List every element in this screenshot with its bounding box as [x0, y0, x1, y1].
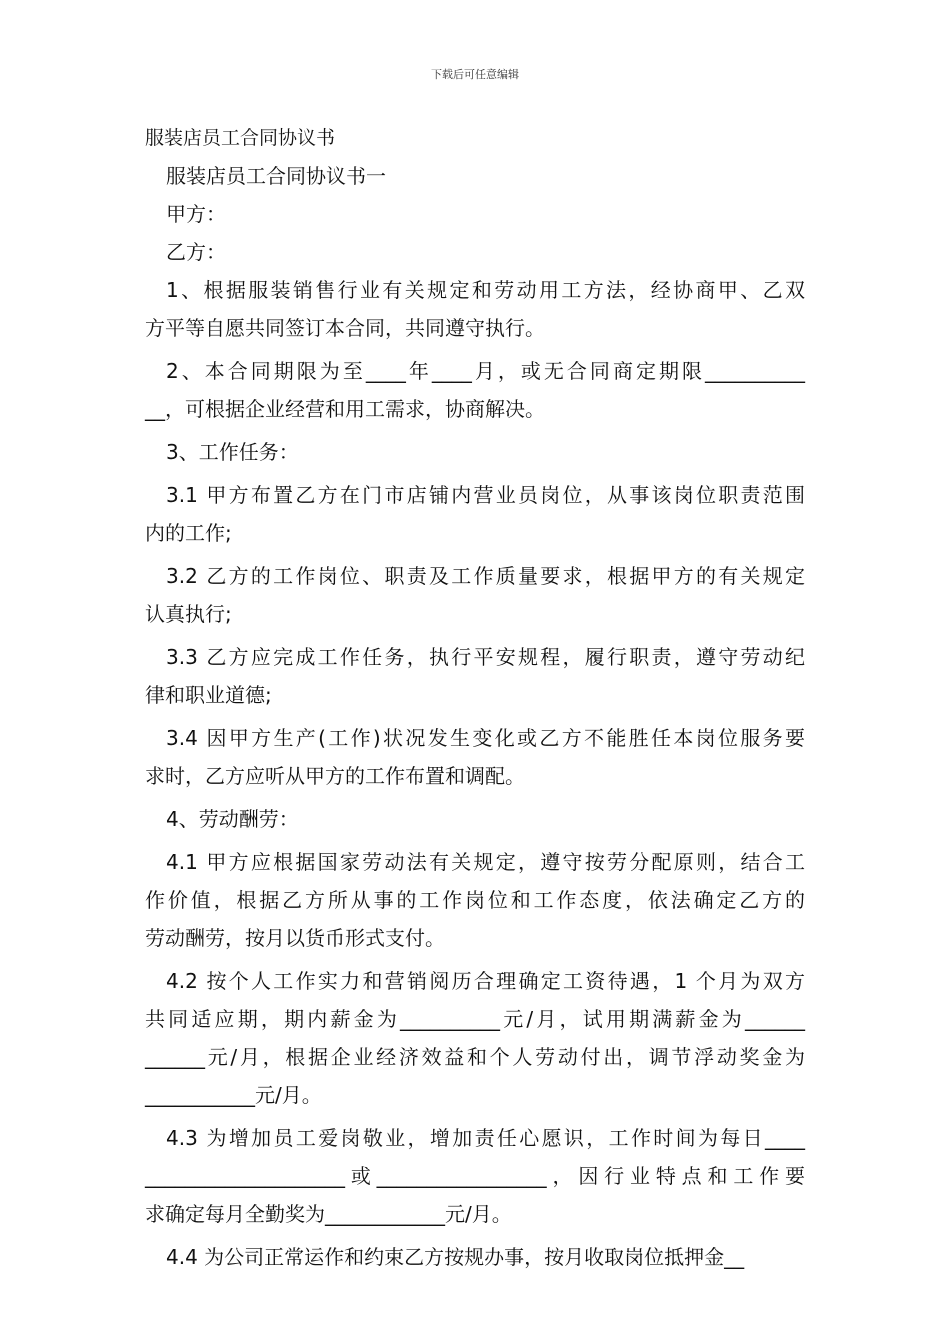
clause-line: 劳动酬劳，按月以货币形式支付。 — [145, 926, 445, 950]
document-body — [145, 123, 805, 1276]
clause-paragraph — [145, 1238, 805, 1276]
clause-line: ______元/月，根据企业经济效益和个人劳动付出，调节浮动奖金为 — [145, 1045, 805, 1069]
clause-line: __，可根据企业经营和用工需求，协商解决。 — [145, 397, 545, 421]
clause-line: 方平等自愿共同签订本合同，共同遵守执行。 — [145, 316, 545, 340]
clause-paragraph — [145, 962, 805, 1114]
clause-paragraph — [145, 719, 805, 795]
clause-paragraph — [145, 557, 805, 633]
clause-paragraph — [145, 476, 805, 552]
clause-line: 1、根据服装销售行业有关规定和劳动用工方法，经协商甲、乙双 — [166, 278, 805, 302]
clause-paragraph — [145, 800, 805, 838]
clause-paragraph — [145, 843, 805, 957]
party-b-label: 乙方： — [166, 240, 226, 264]
clause-line: 3.2 乙方的工作岗位、职责及工作质量要求，根据甲方的有关规定 — [166, 564, 805, 588]
clause-line: 共同适应期，期内薪金为__________元/月，试用期满薪金为______ — [145, 1007, 805, 1031]
clause-line: 4、劳动酬劳： — [166, 807, 299, 831]
clause-line: 3、工作任务： — [166, 440, 299, 464]
clause-line: 律和职业道德; — [145, 683, 272, 707]
clause-line: 4.3 为增加员工爱岗敬业，增加责任心愿识，工作时间为每日____ — [166, 1126, 805, 1150]
clause-paragraph — [145, 638, 805, 714]
clause-line: 2、本合同期限为至____年____月，或无合同商定期限__________ — [166, 359, 805, 383]
clause-paragraph — [145, 433, 805, 471]
clause-line: 3.1 甲方布置乙方在门市店铺内营业员岗位，从事该岗位职责范围 — [166, 483, 805, 507]
clause-line: ___________元/月。 — [145, 1083, 322, 1107]
document-subtitle: 服装店员工合同协议书一 — [166, 164, 386, 188]
clause-line: 求确定每月全勤奖为____________元/月。 — [145, 1202, 512, 1226]
clause-line: 作价值，根据乙方所从事的工作岗位和工作态度，依法确定乙方的 — [145, 888, 805, 912]
clause-line: 4.1 甲方应根据国家劳动法有关规定，遵守按劳分配原则，结合工 — [166, 850, 805, 874]
clause-line: ____________________或_________________，因行业特点和工作要 — [145, 1164, 805, 1188]
clause-paragraph — [145, 352, 805, 428]
clause-line: 内的工作; — [145, 521, 232, 545]
page-header-note: 下载后可任意编辑 — [431, 68, 519, 81]
clause-line: 3.4 因甲方生产(工作)状况发生变化或乙方不能胜任本岗位服务要 — [166, 726, 805, 750]
document-title: 服装店员工合同协议书 — [145, 127, 336, 149]
clause-paragraph — [145, 1119, 805, 1233]
clause-line: 4.2 按个人工作实力和营销阅历合理确定工资待遇，1 个月为双方 — [166, 969, 805, 993]
clause-line: 求时，乙方应听从甲方的工作布置和调配。 — [145, 764, 525, 788]
clause-line: 3.3 乙方应完成工作任务，执行平安规程，履行职责，遵守劳动纪 — [166, 645, 805, 669]
clause-line: 4.4 为公司正常运作和约束乙方按规办事，按月收取岗位抵押金__ — [166, 1245, 745, 1269]
party-a-label: 甲方： — [166, 202, 226, 226]
clause-paragraph — [145, 271, 805, 347]
clause-list — [145, 271, 805, 1276]
clause-line: 认真执行; — [145, 602, 232, 626]
